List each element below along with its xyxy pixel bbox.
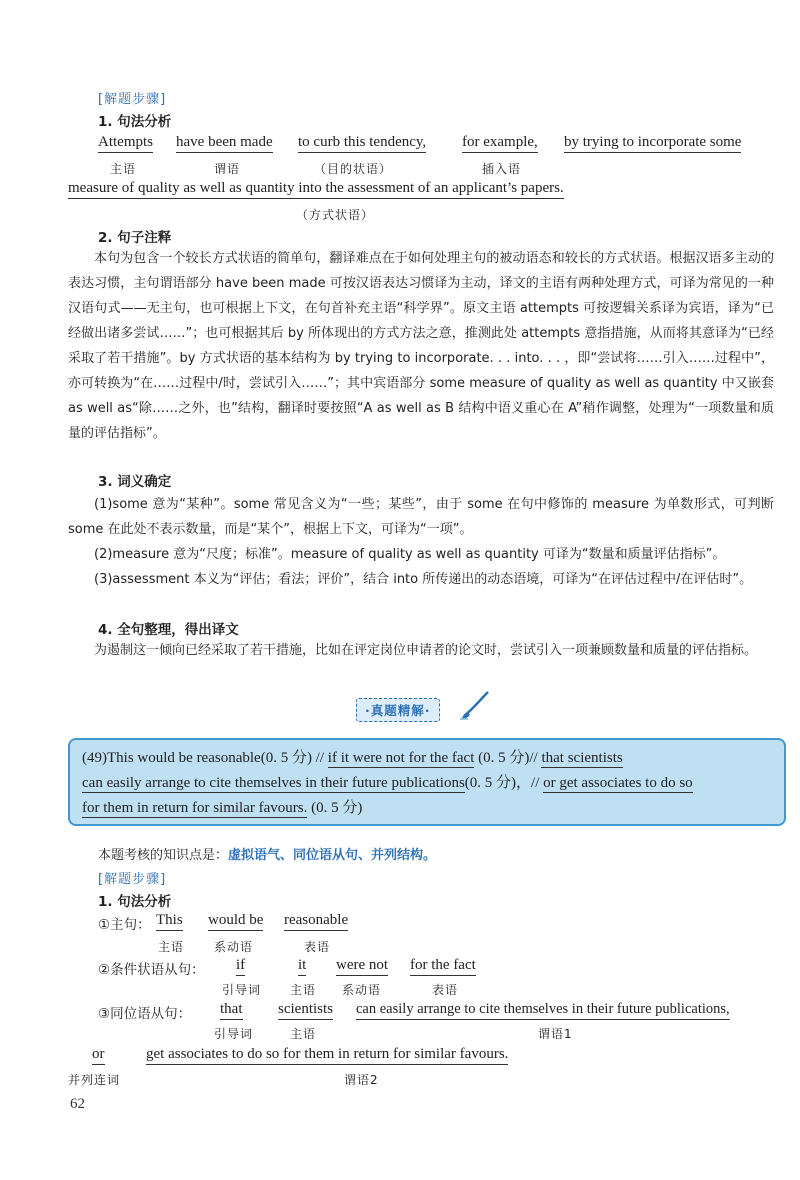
r2-conjunction: if — [236, 957, 245, 976]
r3-tag-conjunction: 引导词 — [214, 1027, 254, 1041]
row-main-clause-head: ①主句： — [98, 917, 151, 933]
r1-linking-verb: would be — [208, 912, 263, 931]
r3-predicate: can easily arrange to cite themselves in their future publications, — [356, 1001, 730, 1020]
section-label-steps: [解题步骤] — [98, 92, 167, 107]
r1-tag-predicative: 表语 — [304, 940, 331, 954]
r2-linking-verb: were not — [336, 957, 388, 976]
r3-subject: scientists — [278, 1001, 333, 1020]
question-line-2 — [82, 771, 693, 792]
r3-tag-subject: 主语 — [290, 1027, 317, 1041]
r2-predicative: for the fact — [410, 957, 476, 976]
question-line-1 — [82, 746, 623, 767]
tag-purpose: （目的状语） — [314, 162, 393, 176]
r4-conjunction: or — [92, 1046, 105, 1065]
knowledge-points-label: 本题考核的知识点是： — [98, 848, 229, 863]
question-clause-appositive: that scientists — [541, 750, 623, 766]
tag-insert: 插入语 — [482, 162, 522, 176]
question-score-4: (0. 5 分) — [307, 800, 363, 816]
r1-tag-subject: 主语 — [158, 940, 185, 954]
paragraph-sentence-notes: 本句为包含一个较长方式状语的简单句，翻译难点在于如何处理主句的被动语态和较长的方式状语。根据汉语多主动的表达习惯，主句谓语部分 have been made 可按汉语表达习惯译为主动，译文的主语有两种处理方式，可译为常见的一种汉语句式——无主句，也可根据上下文，在句首补充主语“科学界”。原文主语 attempts 可按逻辑关系译为宾语，译为“已经做出诸多尝试……”；也可根据其后 by 所体现出的方式方法之意，推测此处 attempts 意指措施，从而将其意译为“已经采取了若干措施”。by 方式状语的基本结构为 by trying to incorporate. . . into. . . ，即“尝试将……引入……过程中”，亦可转换为“在……过程中/时，尝试引入……”；其中宾语部分 some measure of quality as well as quantity 中又嵌套 as well as“除……之外，也”结构，翻译时要按照“A as well as B 结构中语义重心在 A”稍作调整，处理为“一项数量和质量的评估指标”。 — [68, 251, 774, 441]
page-number: 62 — [70, 1096, 85, 1112]
question-score-3: (0. 5 分)，// — [464, 775, 544, 791]
banner-text: ·真题精解· — [365, 703, 431, 718]
heading-final-translation: 4. 全句整理，得出译文 — [98, 622, 239, 638]
question-clause-condition: if it were not for the fact — [327, 750, 475, 766]
r3-conjunction: that — [220, 1001, 243, 1020]
r1-subject: This — [156, 912, 183, 931]
brush-icon — [458, 688, 492, 722]
question-clause-coordinate: or get associates to do so — [543, 775, 693, 791]
question-score-2: (0. 5 分)// — [474, 750, 542, 766]
heading-syntax-analysis-2: 1. 句法分析 — [98, 894, 172, 910]
r1-predicative: reasonable — [284, 912, 348, 931]
r3-tag-predicate: 谓语1 — [538, 1027, 573, 1041]
paragraph-measure: (2)measure 意为“尺度；标准”。measure of quality as well as quantity 可译为“数量和质量评估指标”。 — [94, 547, 726, 562]
phrase-predicate: have been made — [176, 134, 273, 153]
tag-predicate: 谓语 — [214, 162, 241, 176]
r2-subject: it — [298, 957, 306, 976]
phrase-purpose: to curb this tendency, — [298, 134, 426, 153]
phrase-subject: Attempts — [98, 134, 153, 153]
r4-tag-predicate: 谓语2 — [344, 1073, 379, 1087]
paragraph-some: (1)some 意为“某种”。some 常见含义为“一些；某些”，由于 some 在句中修饰的 measure 为单数形式，可判断 some 在此处不表示数量，而是“某个”，根据上下文，可译为“一项”。 — [68, 497, 774, 537]
paragraph-final-translation: 为遏制这一倾向已经采取了若干措施，比如在评定岗位申请者的论文时，尝试引入一项兼顾数量和质量的评估指标。 — [94, 643, 758, 658]
phrase-manner: by trying to incorporate some — [564, 134, 741, 153]
tag-subject: 主语 — [110, 162, 137, 176]
r2-tag-conjunction: 引导词 — [222, 983, 262, 997]
knowledge-points — [98, 844, 436, 863]
knowledge-points-value: 虚拟语气、同位语从句、并列结构。 — [228, 848, 437, 863]
section-label-steps-2: [解题步骤] — [98, 872, 167, 887]
r4-tag-conjunction: 并列连词 — [68, 1073, 121, 1087]
r4-predicate: get associates to do so for them in return for similar favours. — [146, 1046, 508, 1065]
r2-tag-subject: 主语 — [290, 983, 317, 997]
r2-tag-predicative: 表语 — [432, 983, 459, 997]
question-coordinate-cont: for them in return for similar favours. — [82, 800, 308, 816]
tag-manner: （方式状语） — [296, 208, 375, 222]
question-line-3 — [82, 796, 362, 817]
row-condition-head: ②条件状语从句： — [98, 962, 205, 978]
row-appositive-head: ③同位语从句： — [98, 1006, 192, 1022]
question-appositive-cont: can easily arrange to cite themselves in their future publications — [82, 775, 465, 791]
section-banner — [356, 698, 440, 722]
heading-syntax-analysis: 1. 句法分析 — [98, 114, 172, 130]
r1-tag-linking: 系动语 — [214, 940, 254, 954]
heading-sentence-notes: 2. 句子注释 — [98, 230, 172, 246]
r2-tag-linking: 系动语 — [342, 983, 382, 997]
phrase-insert: for example, — [462, 134, 538, 153]
phrase-manner-cont: measure of quality as well as quantity into the assessment of an applicant’s papers. — [68, 180, 564, 199]
question-clause-main: (49)This would be reasonable(0. 5 分) // — [82, 750, 328, 766]
paragraph-assessment: (3)assessment 本义为“评估；看法；评价”，结合 into 所传递出的动态语境，可译为“在评估过程中/在评估时”。 — [94, 572, 753, 587]
heading-word-meaning: 3. 词义确定 — [98, 474, 172, 490]
